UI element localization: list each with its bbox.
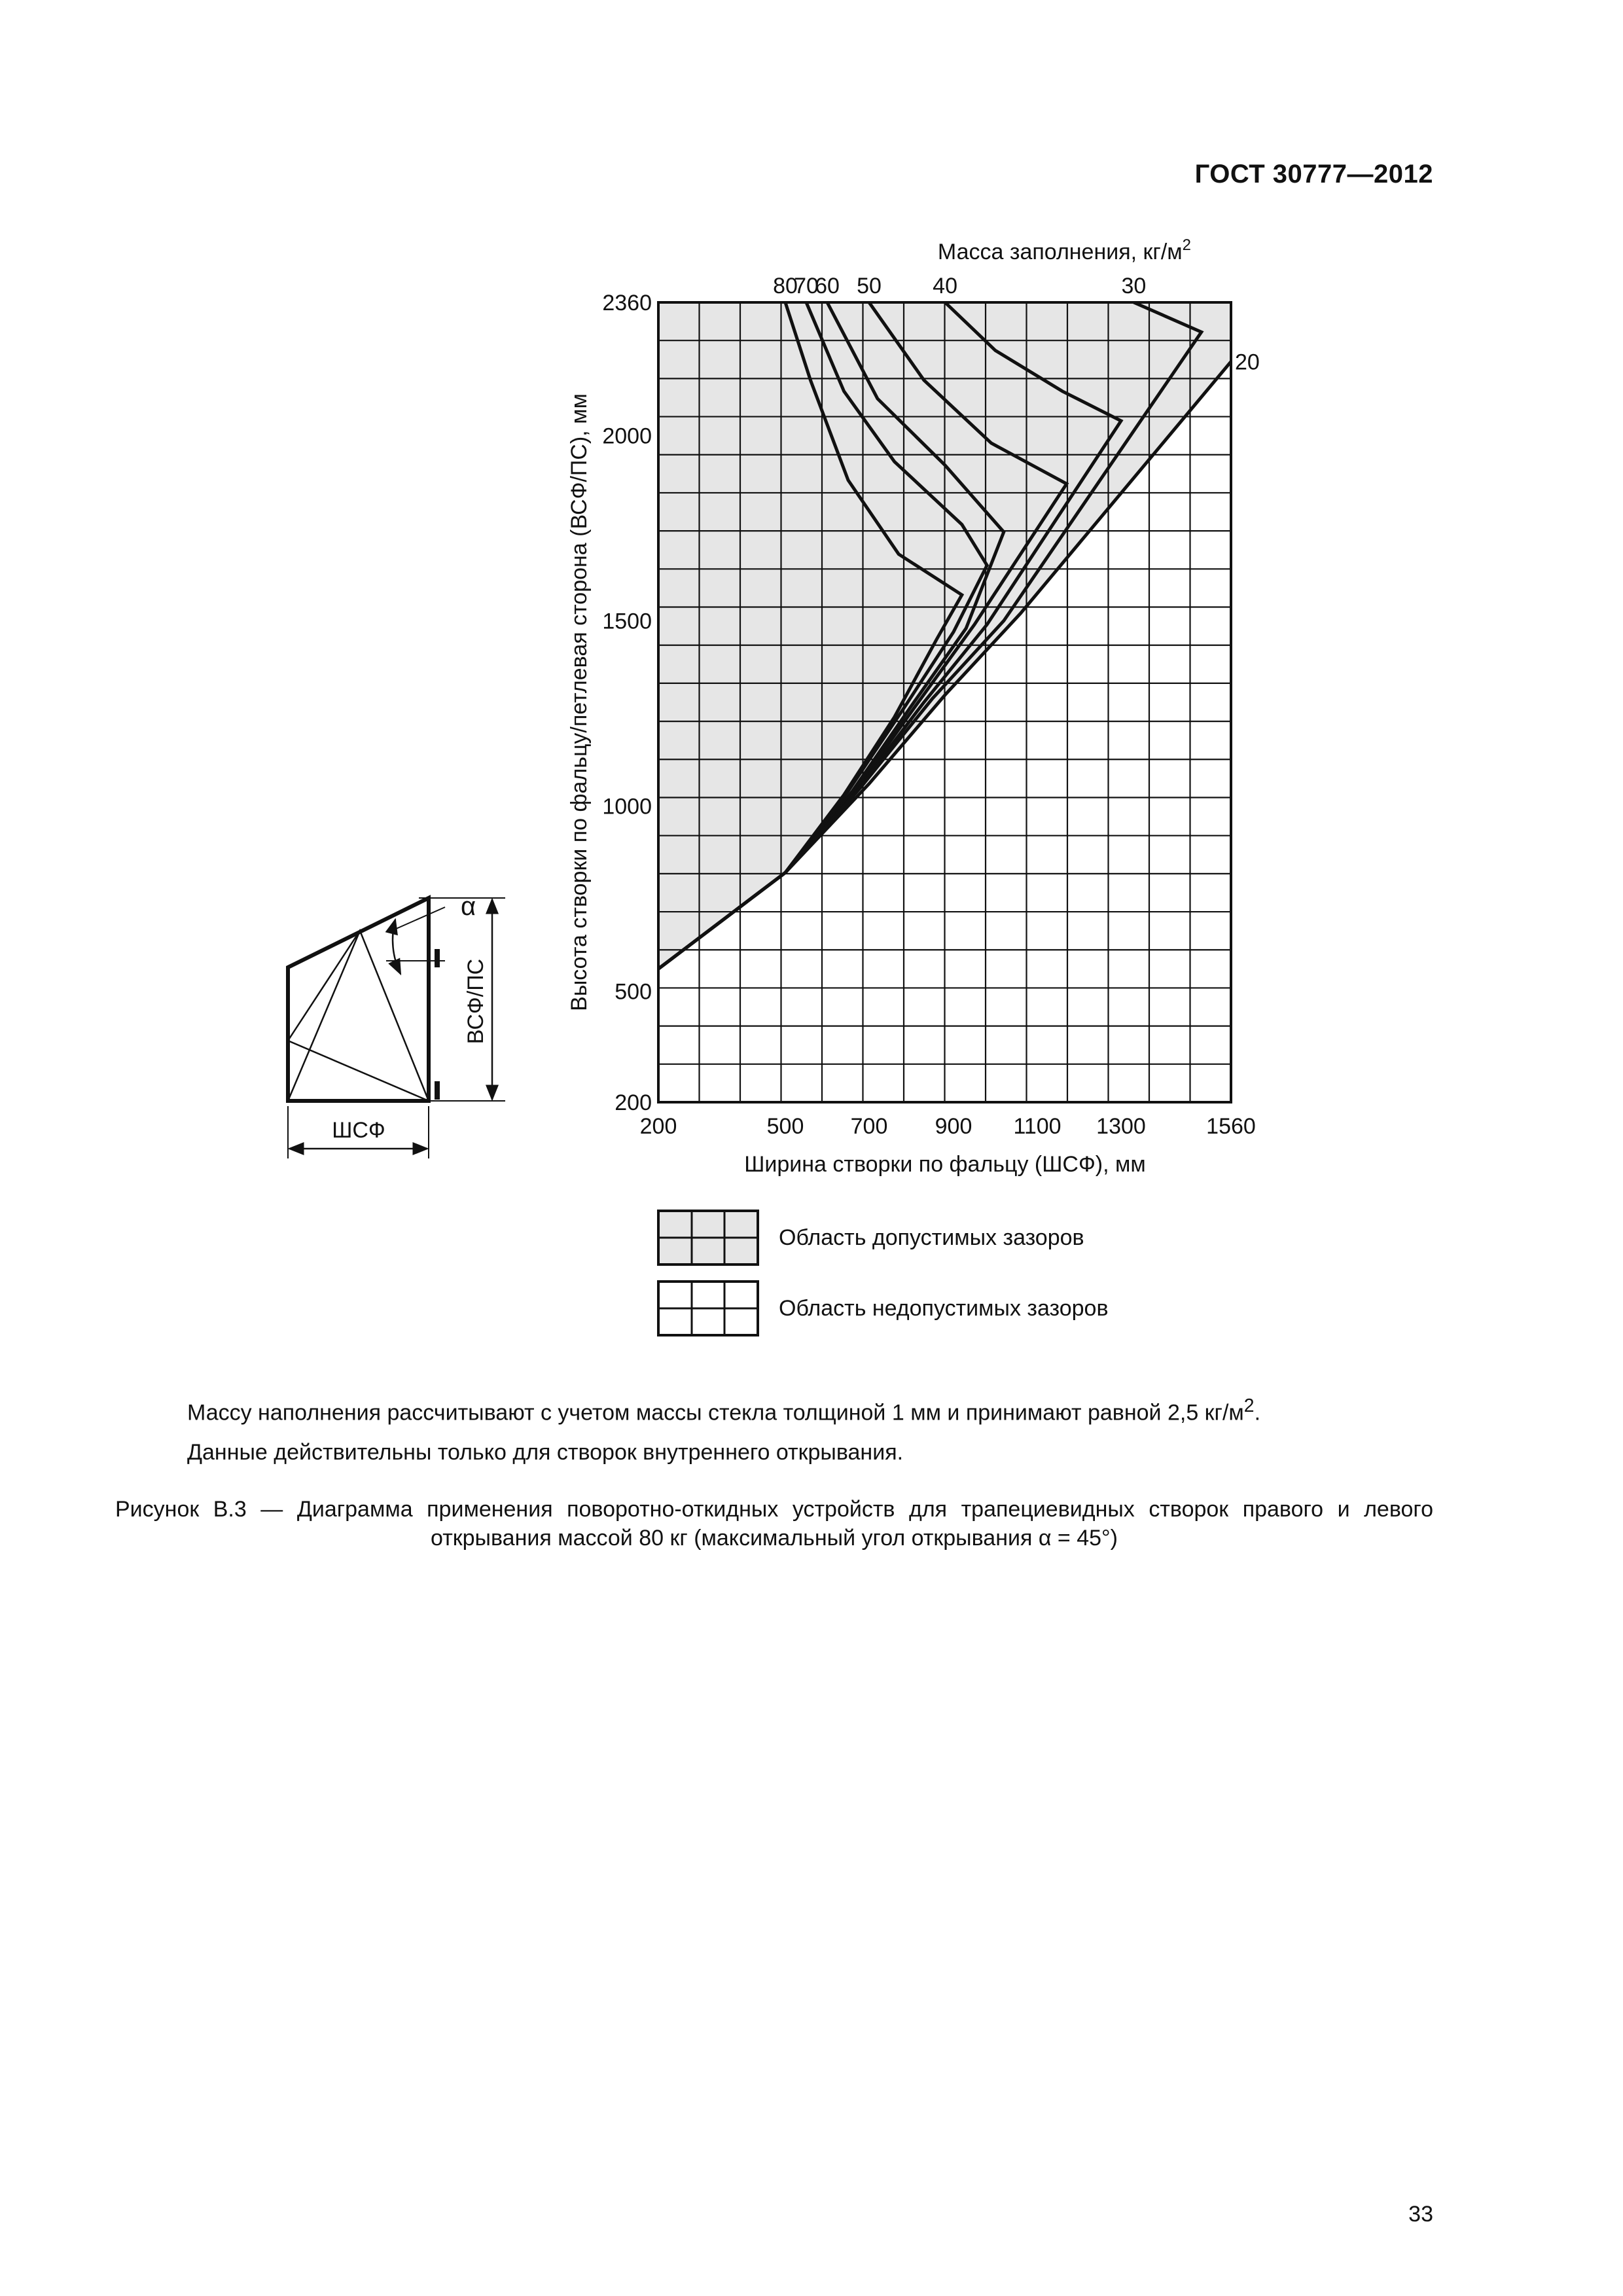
- page-number: 33: [1408, 2202, 1433, 2227]
- curve-label-70: 70: [794, 274, 819, 298]
- note-mass: Массу наполнения рассчитывают с учетом массы стекла толщиной 1 мм и принимают равной 2,5 $кг/м^2$.: [187, 1395, 1261, 1426]
- x-tick-label: 1300: [1096, 1114, 1146, 1139]
- curve-label-50: 50: [857, 274, 882, 298]
- y-tick-label: 2360: [602, 291, 652, 315]
- legend-item-impermissible: [658, 1282, 1109, 1335]
- legend-label-impermissible: Область недопустимых зазоров: [779, 1296, 1109, 1321]
- legend-label-permissible: Область допустимых зазоров: [779, 1225, 1084, 1250]
- height-dimension-label: ВСФ/ПС: [463, 958, 488, 1045]
- alpha-symbol: α: [461, 892, 476, 921]
- plot-area: [658, 302, 1231, 1102]
- x-tick-label: 900: [935, 1114, 972, 1139]
- trapezoid-sash-sketch: [288, 892, 505, 1158]
- document-header: ГОСТ 30777—2012: [1194, 160, 1433, 188]
- curve-label-30: 30: [1121, 274, 1147, 298]
- curve-label-20: 20: [1235, 350, 1260, 375]
- figure-caption: Рисунок В.3 — Диаграмма применения поворотно-откидных устройств для трапециевидных створок правого и левого открывания массой 80 кг (максимальный угол открывания α = 45°): [115, 1497, 1433, 1551]
- y-tick-label: 1000: [602, 794, 652, 819]
- width-dimension-label: ШСФ: [332, 1118, 385, 1143]
- x-tick-label: 500: [766, 1114, 804, 1139]
- x-tick-label: 200: [639, 1114, 677, 1139]
- legend: [658, 1211, 1109, 1335]
- x-tick-labels: [640, 1114, 1256, 1139]
- y-tick-label: 500: [615, 979, 652, 1005]
- y-tick-label: 200: [615, 1090, 652, 1115]
- x-axis-title: Ширина створки по фальцу (ШСФ), мм: [744, 1152, 1146, 1177]
- x-tick-label: 1560: [1206, 1114, 1256, 1139]
- top-axis-title: Масса заполнения, $кг/м^2$: [937, 236, 1191, 264]
- x-tick-label: 700: [850, 1114, 888, 1139]
- curve-label-40: 40: [933, 274, 958, 298]
- x-tick-label: 1100: [1013, 1114, 1061, 1139]
- y-axis-title: Высота створки по фальцу/петлевая сторона (ВСФ/ПС), мм: [567, 393, 592, 1011]
- curve-label-60: 60: [815, 274, 840, 298]
- curve-label-80: 80: [773, 274, 798, 298]
- legend-item-permissible: [658, 1211, 1084, 1265]
- y-tick-labels: [602, 291, 652, 1115]
- y-tick-label: 1500: [602, 609, 652, 634]
- note-validity: Данные действительны только для створок внутреннего открывания.: [187, 1440, 904, 1465]
- y-tick-label: 2000: [602, 423, 652, 449]
